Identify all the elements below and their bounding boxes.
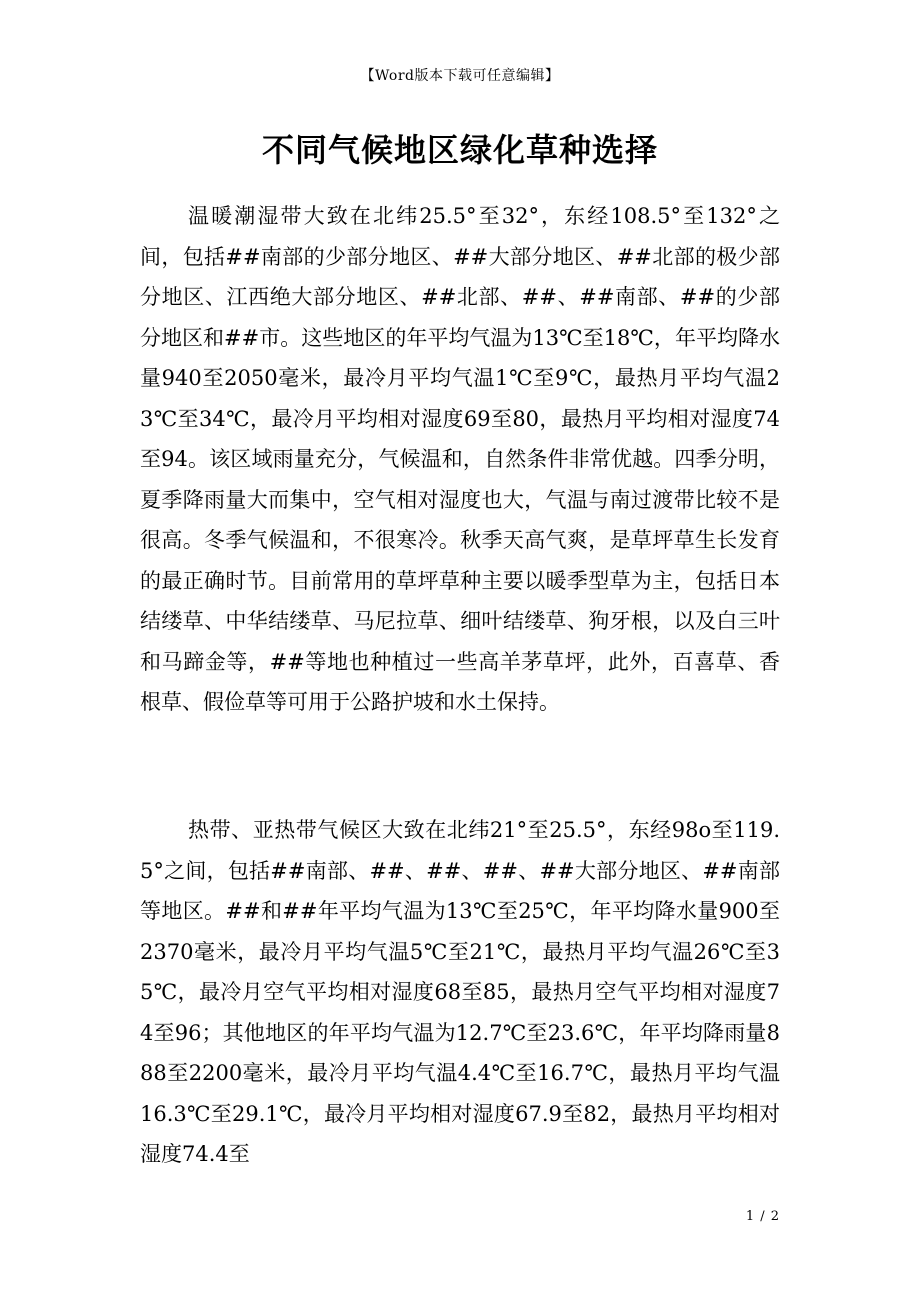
paragraph-tropical-subtropical-zone: 热带、亚热带气候区大致在北纬21°至25.5°，东经98o至119.5°之间，包括##南部、##、##、##、##大部分地区、##南部等地区。##和##年平均气温为13℃至25℃，年平均降水量900至2370毫米，最冷月平均气温5℃至21℃，最热月平均气温26℃至35℃，最冷月空气平均相对湿度68至85，最热月空气平均相对湿度74至96；其他地区的年平均气温为12.7℃至23.6℃，年平均降雨量888至2200毫米，最冷月平均气温4.4℃至16.7℃，最热月平均气温16.3℃至29.1℃，最冷月平均相对湿度67.9至82，最热月平均相对湿度74.4至 <box>140 818 780 1166</box>
page-number: 1 / 2 <box>745 1209 780 1224</box>
download-header-note: 【Word版本下载可任意编辑】 <box>360 68 560 84</box>
document-title: 不同气候地区绿化草种选择 <box>261 131 658 169</box>
paragraph-warm-humid-zone: 温暖潮湿带大致在北纬25.5°至32°，东经108.5°至132°之间，包括##南部的少部分地区、##大部分地区、##北部的极少部分地区、江西绝大部分地区、##北部、##、##南部、##的少部分地区和##市。这些地区的年平均气温为13℃至18℃，年平均降水量940至2050毫米，最冷月平均气温1℃至9℃，最热月平均气温23℃至34℃，最冷月平均相对湿度69至80，最热月平均相对湿度74至94。该区域雨量充分，气候温和，自然条件非常优越。四季分明，夏季降雨量大而集中，空气相对湿度也大，气温与南过渡带比较不是很高。冬季气候温和，不很寒冷。秋季天高气爽，是草坪草生长发育的最正确时节。目前常用的草坪草种主要以暖季型草为主，包括日本结缕草、中华结缕草、马尼拉草、细叶结缕草、狗牙根，以及白三叶和马蹄金等，##等地也种植过一些高羊茅草坪，此外，百喜草、香根草、假俭草等可用于公路护坡和水土保持。 <box>140 204 780 714</box>
